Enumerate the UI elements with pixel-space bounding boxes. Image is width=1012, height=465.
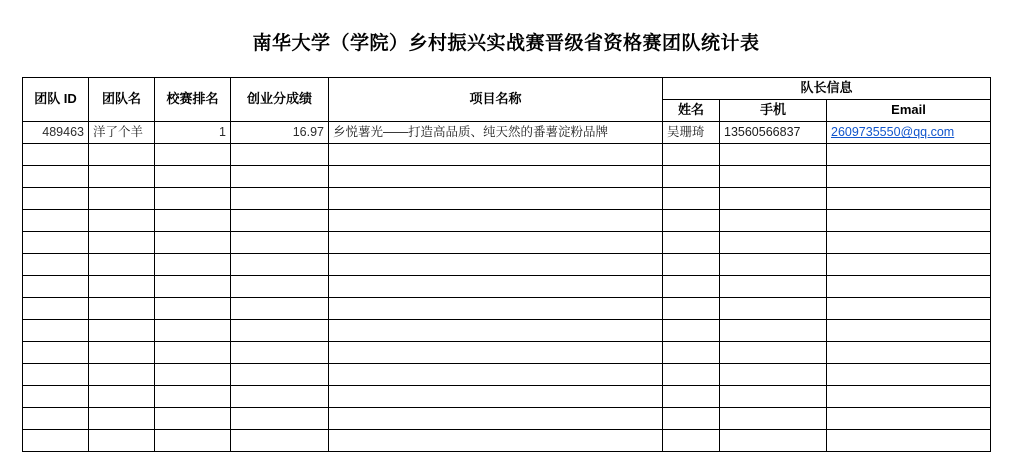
cell-leader-phone: 13560566837 — [720, 121, 827, 143]
cell-empty — [89, 297, 155, 319]
cell-empty — [155, 187, 231, 209]
cell-empty — [329, 407, 663, 429]
table-row-empty — [23, 319, 991, 341]
cell-empty — [663, 385, 720, 407]
cell-empty — [23, 165, 89, 187]
cell-empty — [155, 209, 231, 231]
cell-empty — [231, 275, 329, 297]
table-row-empty — [23, 429, 991, 451]
cell-empty — [89, 165, 155, 187]
cell-empty — [663, 209, 720, 231]
cell-empty — [663, 143, 720, 165]
cell-empty — [329, 275, 663, 297]
table-row-empty — [23, 209, 991, 231]
cell-empty — [329, 319, 663, 341]
cell-empty — [827, 341, 991, 363]
cell-empty — [663, 165, 720, 187]
table-row-empty — [23, 231, 991, 253]
cell-empty — [720, 407, 827, 429]
cell-empty — [329, 165, 663, 187]
cell-empty — [827, 231, 991, 253]
cell-empty — [329, 253, 663, 275]
cell-empty — [663, 297, 720, 319]
cell-empty — [23, 429, 89, 451]
cell-empty — [89, 341, 155, 363]
cell-empty — [23, 363, 89, 385]
cell-empty — [231, 143, 329, 165]
cell-empty — [155, 253, 231, 275]
cell-empty — [827, 187, 991, 209]
table-row-empty — [23, 363, 991, 385]
column-header-leader-phone: 手机 — [720, 99, 827, 121]
cell-empty — [663, 429, 720, 451]
cell-empty — [827, 385, 991, 407]
cell-empty — [23, 385, 89, 407]
cell-empty — [155, 297, 231, 319]
cell-empty — [663, 231, 720, 253]
cell-empty — [827, 363, 991, 385]
cell-empty — [329, 341, 663, 363]
cell-empty — [155, 363, 231, 385]
cell-empty — [720, 297, 827, 319]
page-title: 南华大学（学院）乡村振兴实战赛晋级省资格赛团队统计表 — [252, 33, 760, 54]
column-header-team-name: 团队名 — [89, 77, 155, 121]
cell-empty — [23, 231, 89, 253]
cell-empty — [89, 231, 155, 253]
cell-empty — [23, 143, 89, 165]
cell-empty — [827, 165, 991, 187]
cell-empty — [23, 275, 89, 297]
cell-empty — [155, 143, 231, 165]
cell-empty — [720, 187, 827, 209]
cell-leader-name: 吴珊琦 — [663, 121, 720, 143]
cell-empty — [663, 253, 720, 275]
cell-empty — [329, 187, 663, 209]
table-row-empty — [23, 165, 991, 187]
table-row — [23, 121, 991, 143]
cell-empty — [720, 363, 827, 385]
cell-empty — [329, 231, 663, 253]
cell-empty — [720, 275, 827, 297]
cell-empty — [89, 275, 155, 297]
cell-empty — [23, 297, 89, 319]
cell-empty — [231, 165, 329, 187]
cell-team-id: 489463 — [23, 121, 89, 143]
cell-empty — [827, 143, 991, 165]
cell-empty — [827, 209, 991, 231]
cell-empty — [720, 319, 827, 341]
cell-empty — [155, 407, 231, 429]
cell-empty — [720, 231, 827, 253]
column-header-leader-name: 姓名 — [663, 99, 720, 121]
cell-empty — [827, 407, 991, 429]
cell-empty — [155, 275, 231, 297]
cell-empty — [155, 319, 231, 341]
team-statistics-table — [22, 77, 991, 452]
cell-empty — [23, 187, 89, 209]
cell-empty — [89, 253, 155, 275]
table-row-empty — [23, 143, 991, 165]
cell-empty — [231, 385, 329, 407]
cell-empty — [23, 407, 89, 429]
table-body — [23, 121, 991, 451]
cell-score: 16.97 — [231, 121, 329, 143]
column-header-leader-info: 队长信息 — [663, 77, 991, 99]
cell-empty — [720, 253, 827, 275]
column-header-team-id: 团队 ID — [23, 77, 89, 121]
table-row-empty — [23, 385, 991, 407]
cell-empty — [23, 341, 89, 363]
cell-empty — [89, 209, 155, 231]
table-row-empty — [23, 341, 991, 363]
cell-empty — [720, 341, 827, 363]
cell-empty — [231, 341, 329, 363]
cell-empty — [231, 363, 329, 385]
cell-empty — [89, 407, 155, 429]
cell-empty — [155, 385, 231, 407]
column-header-leader-email: Email — [827, 99, 991, 121]
cell-empty — [663, 407, 720, 429]
table-row-empty — [23, 187, 991, 209]
cell-empty — [155, 165, 231, 187]
cell-empty — [329, 209, 663, 231]
cell-empty — [720, 429, 827, 451]
cell-leader-email[interactable] — [827, 121, 991, 143]
cell-empty — [720, 165, 827, 187]
cell-empty — [231, 231, 329, 253]
cell-empty — [329, 385, 663, 407]
table-row-empty — [23, 297, 991, 319]
cell-empty — [89, 319, 155, 341]
cell-empty — [89, 143, 155, 165]
cell-empty — [329, 429, 663, 451]
cell-empty — [827, 253, 991, 275]
cell-empty — [827, 319, 991, 341]
cell-empty — [720, 385, 827, 407]
cell-empty — [663, 341, 720, 363]
email-link[interactable]: 2609735550@qq.com — [831, 125, 955, 140]
cell-empty — [89, 363, 155, 385]
cell-empty — [827, 297, 991, 319]
cell-empty — [231, 297, 329, 319]
table-container — [0, 77, 1012, 452]
cell-empty — [89, 187, 155, 209]
cell-empty — [23, 253, 89, 275]
column-header-school-rank: 校赛排名 — [155, 77, 231, 121]
cell-empty — [329, 363, 663, 385]
cell-empty — [827, 429, 991, 451]
cell-empty — [329, 143, 663, 165]
cell-empty — [89, 429, 155, 451]
cell-empty — [720, 143, 827, 165]
table-row-empty — [23, 275, 991, 297]
table-row-empty — [23, 253, 991, 275]
cell-empty — [231, 187, 329, 209]
cell-empty — [155, 429, 231, 451]
cell-empty — [720, 209, 827, 231]
table-row-empty — [23, 407, 991, 429]
cell-empty — [329, 297, 663, 319]
header-row-main — [23, 77, 991, 99]
cell-empty — [155, 231, 231, 253]
cell-empty — [231, 253, 329, 275]
cell-empty — [663, 275, 720, 297]
cell-team-name: 洋了个羊 — [89, 121, 155, 143]
cell-school-rank: 1 — [155, 121, 231, 143]
cell-empty — [827, 275, 991, 297]
cell-empty — [155, 341, 231, 363]
cell-empty — [231, 319, 329, 341]
cell-empty — [231, 407, 329, 429]
cell-empty — [663, 363, 720, 385]
cell-empty — [663, 187, 720, 209]
cell-empty — [231, 429, 329, 451]
table-head — [23, 77, 991, 121]
cell-empty — [89, 385, 155, 407]
cell-empty — [663, 319, 720, 341]
cell-empty — [23, 209, 89, 231]
column-header-score: 创业分成绩 — [231, 77, 329, 121]
cell-project-name: 乡悦薯光——打造高品质、纯天然的番薯淀粉品牌 — [329, 121, 663, 143]
column-header-project-name: 项目名称 — [329, 77, 663, 121]
cell-empty — [23, 319, 89, 341]
cell-empty — [231, 209, 329, 231]
